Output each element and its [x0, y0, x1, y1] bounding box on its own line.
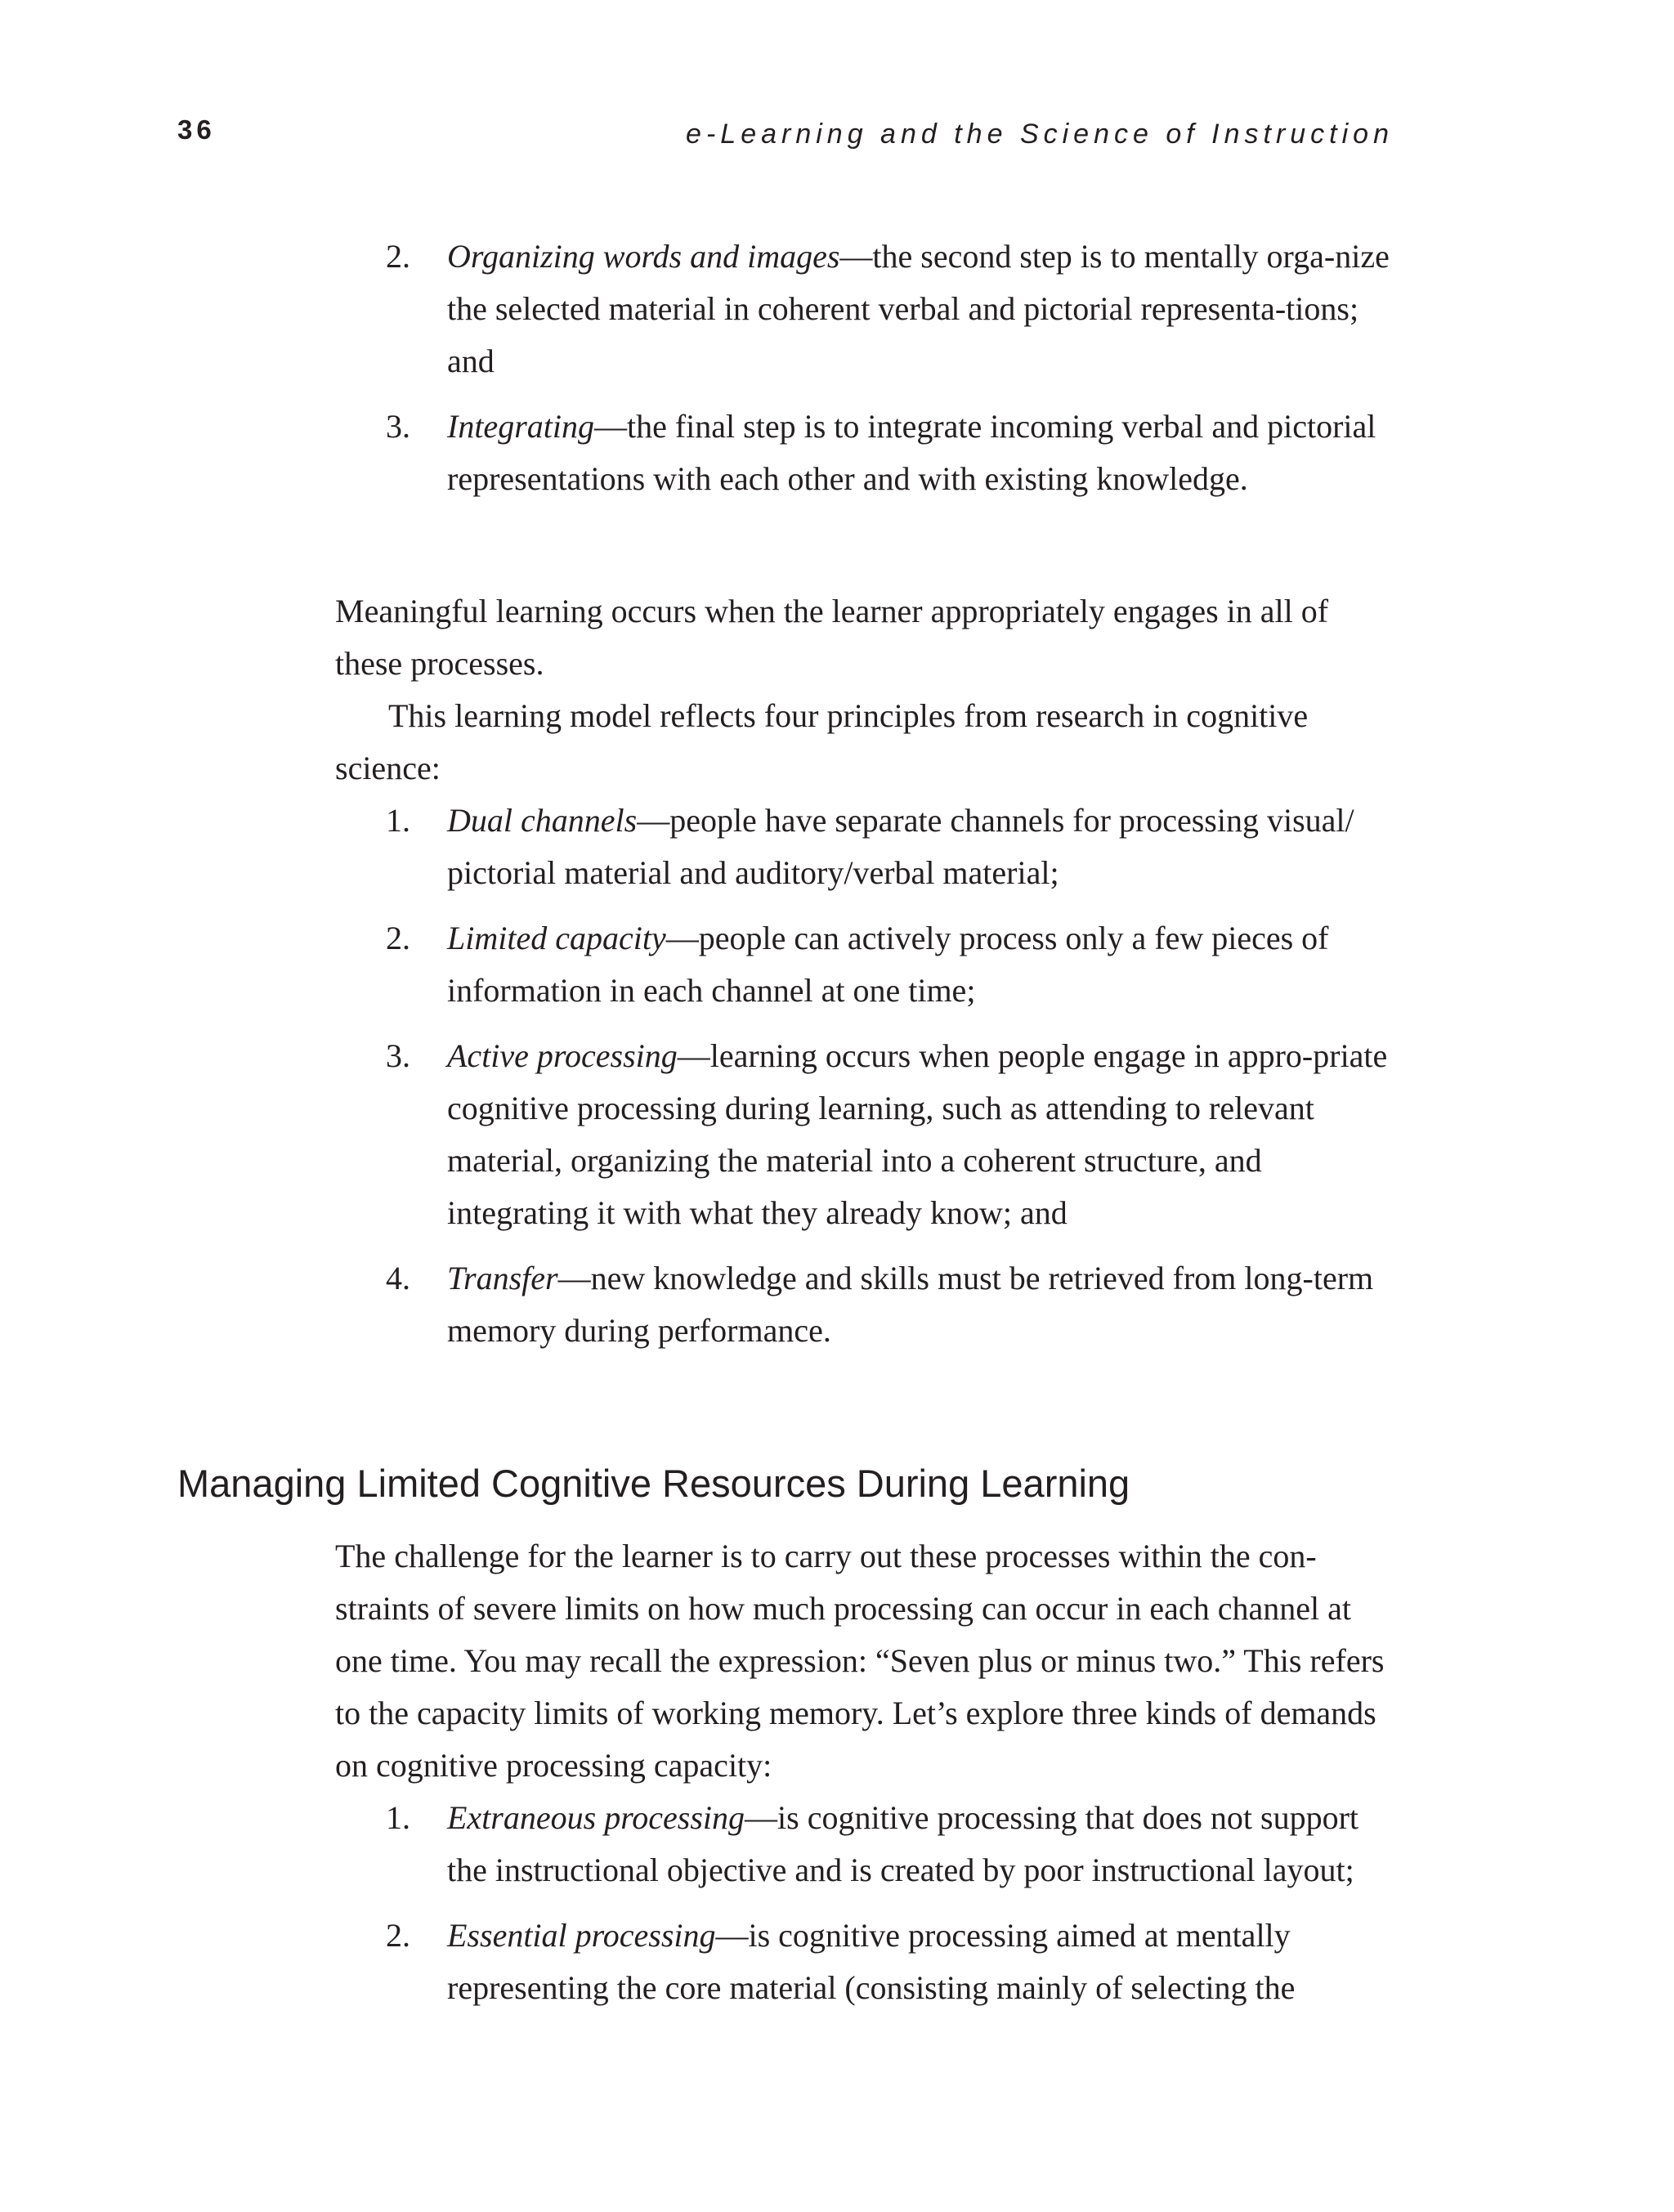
processes-continued: [335, 231, 1398, 518]
list-item: [335, 795, 1398, 899]
list-item-number: 3.: [386, 408, 410, 445]
principles-list: [335, 795, 1398, 1357]
list-item-term: Integrating: [447, 408, 594, 445]
section-body: [335, 1530, 1398, 2027]
list-item-number: 1.: [386, 1799, 410, 1836]
process-step-list: [335, 231, 1398, 505]
list-item: [335, 401, 1398, 505]
list-item-number: 2.: [386, 920, 410, 956]
list-item-number: 4.: [386, 1260, 410, 1296]
list-item-term: Organizing words and images: [447, 238, 840, 275]
list-item-number: 3.: [386, 1037, 410, 1074]
list-item-text: —is cognitive processing that does not support the instructional objective and is created by poor instructional layout;: [447, 1799, 1359, 1888]
list-item: [335, 1030, 1398, 1239]
list-item-text: —learning occurs when people engage in appro-priate cognitive processing during learning, such as attending to relevant material, organizing the material into a coherent structure, and integrating it with what they already know; and: [447, 1037, 1388, 1231]
paragraph-meaningful-learning: Meaningful learning occurs when the learner appropriately engages in all of these processes.: [335, 593, 1329, 682]
list-item-term: Dual channels: [447, 802, 638, 839]
list-item: [335, 1252, 1398, 1357]
list-item-term: Limited capacity: [447, 920, 666, 956]
principles-block: [335, 585, 1398, 1370]
demands-list: [335, 1792, 1398, 2014]
list-item: [335, 1910, 1398, 2014]
list-item-text: —new knowledge and skills must be retrieved from long-term memory during performance.: [447, 1260, 1374, 1349]
running-head: e-Learning and the Science of Instruction: [686, 119, 1394, 150]
list-item-text: —the final step is to integrate incoming verbal and pictorial representations with each other and with existing knowledge.: [447, 408, 1376, 497]
list-item: [335, 912, 1398, 1017]
page-number: 36: [177, 114, 216, 145]
list-item-text: —people have separate channels for processing visual/ pictorial material and auditory/verbal material;: [447, 802, 1354, 891]
paragraph-challenge: The challenge for the learner is to carry out these processes within the con-straints of severe limits on how much processing can occur in each channel at one time. You may recall the expression: “Seven plus or minus two.” This refers to the capacity limits of working memory. Let’s explore three kinds of demands on cognitive processing capacity:: [335, 1538, 1385, 1784]
section-heading: Managing Limited Cognitive Resources During Learning: [177, 1462, 1130, 1505]
list-item: [335, 231, 1398, 387]
list-item-term: Active processing: [447, 1037, 678, 1074]
list-item-text: —is cognitive processing aimed at mentally representing the core material (consisting mainly of selecting the: [447, 1917, 1296, 2006]
list-item-number: 2.: [386, 1917, 410, 1954]
list-item-term: Extraneous processing: [447, 1799, 745, 1836]
list-item-number: 1.: [386, 802, 410, 839]
list-item-text: —the second step is to mentally orga-nize the selected material in coherent verbal and pictorial representa-tions; and: [447, 238, 1390, 379]
list-item-term: Essential processing: [447, 1917, 716, 1954]
list-item-term: Transfer: [447, 1260, 558, 1296]
list-item-number: 2.: [386, 238, 410, 275]
paragraph-learning-model: This learning model reflects four principles from research in cognitive science:: [335, 697, 1309, 786]
list-item: [335, 1792, 1398, 1896]
list-item-text: —people can actively process only a few pieces of information in each channel at one time;: [447, 920, 1329, 1009]
